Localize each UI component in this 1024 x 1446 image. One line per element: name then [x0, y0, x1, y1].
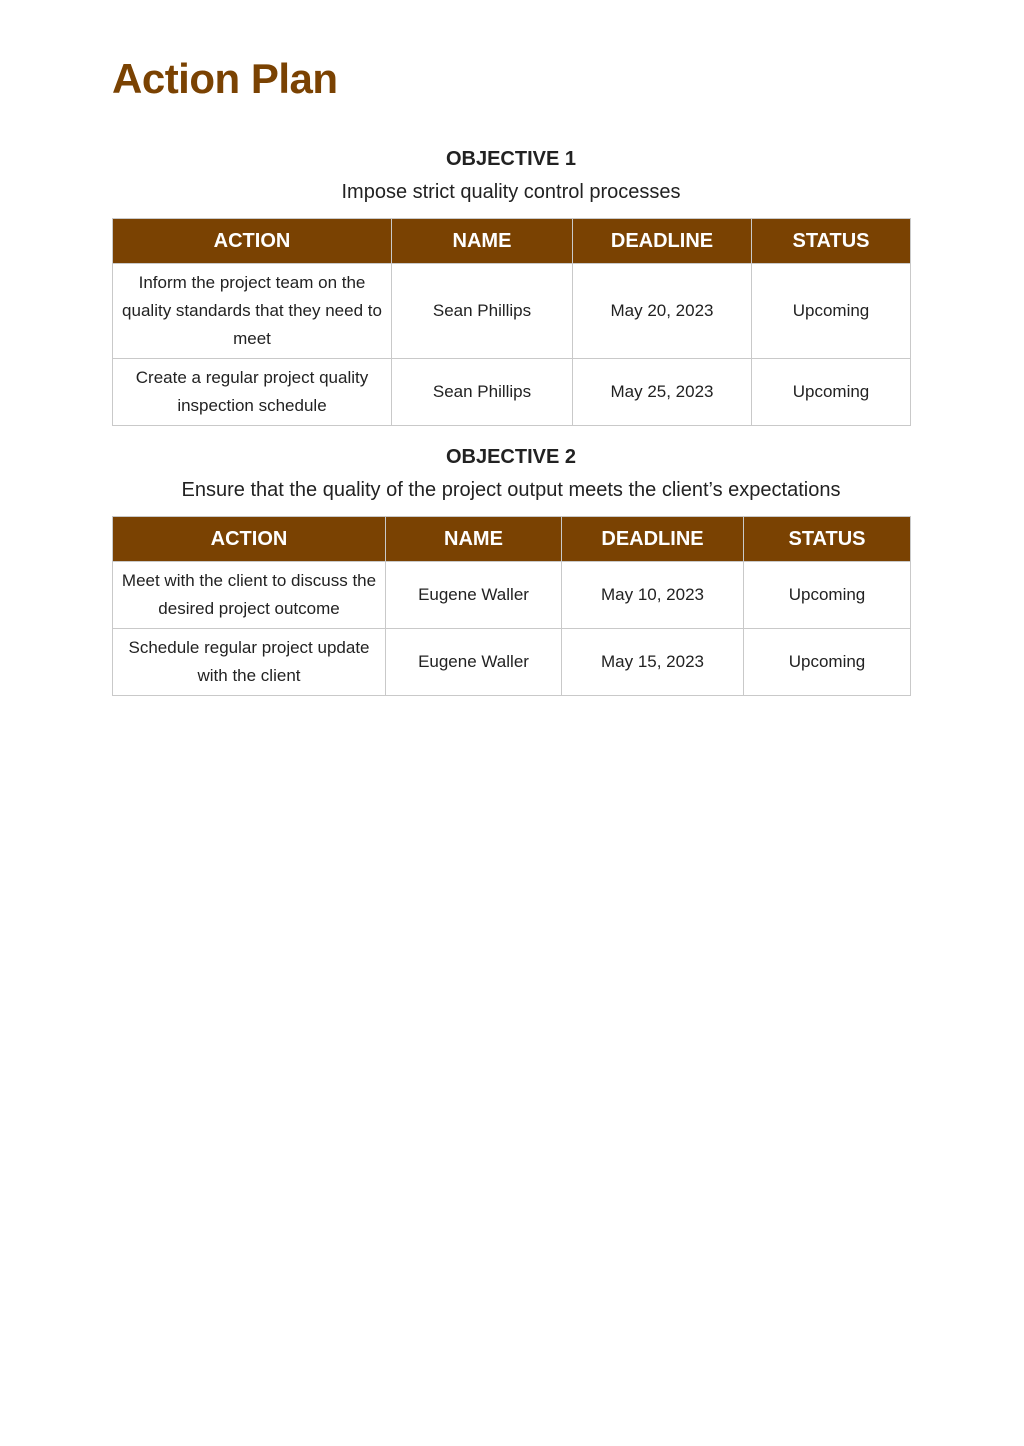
action-cell: Meet with the client to discuss the desired project outcome	[113, 562, 386, 629]
table-row	[113, 629, 911, 696]
column-header-name: NAME	[386, 517, 562, 562]
deadline-cell: May 10, 2023	[562, 562, 744, 629]
table-header-row	[113, 517, 911, 562]
status-cell: Upcoming	[752, 264, 911, 359]
table-row	[113, 562, 911, 629]
deadline-cell: May 25, 2023	[573, 359, 752, 426]
document-page	[112, 0, 910, 696]
objective-heading: OBJECTIVE 1	[445, 148, 577, 170]
name-cell: Eugene Waller	[386, 562, 562, 629]
column-header-deadline: DEADLINE	[562, 517, 744, 562]
objective-description: Ensure that the quality of the project output meets the client’s expectations	[181, 479, 841, 501]
action-cell: Create a regular project quality inspection schedule	[113, 359, 392, 426]
status-cell: Upcoming	[744, 629, 911, 696]
status-cell: Upcoming	[744, 562, 911, 629]
deadline-cell: May 20, 2023	[573, 264, 752, 359]
name-cell: Sean Phillips	[392, 264, 573, 359]
column-header-deadline: DEADLINE	[573, 219, 752, 264]
table-header-row	[113, 219, 911, 264]
objective-description: Impose strict quality control processes	[341, 181, 681, 203]
status-cell: Upcoming	[752, 359, 911, 426]
column-header-status: STATUS	[744, 517, 911, 562]
column-header-action: ACTION	[113, 219, 392, 264]
column-header-status: STATUS	[752, 219, 911, 264]
action-cell: Inform the project team on the quality standards that they need to meet	[113, 264, 392, 359]
action-cell: Schedule regular project update with the client	[113, 629, 386, 696]
page-title: Action Plan	[112, 55, 338, 102]
deadline-cell: May 15, 2023	[562, 629, 744, 696]
objective-1-section	[112, 146, 910, 205]
column-header-action: ACTION	[113, 517, 386, 562]
objective-1-table	[112, 218, 911, 426]
table-row	[113, 359, 911, 426]
name-cell: Sean Phillips	[392, 359, 573, 426]
objective-heading: OBJECTIVE 2	[445, 446, 577, 468]
objective-2-section	[112, 444, 910, 503]
objective-2-table	[112, 516, 911, 696]
name-cell: Eugene Waller	[386, 629, 562, 696]
column-header-name: NAME	[392, 219, 573, 264]
table-row	[113, 264, 911, 359]
